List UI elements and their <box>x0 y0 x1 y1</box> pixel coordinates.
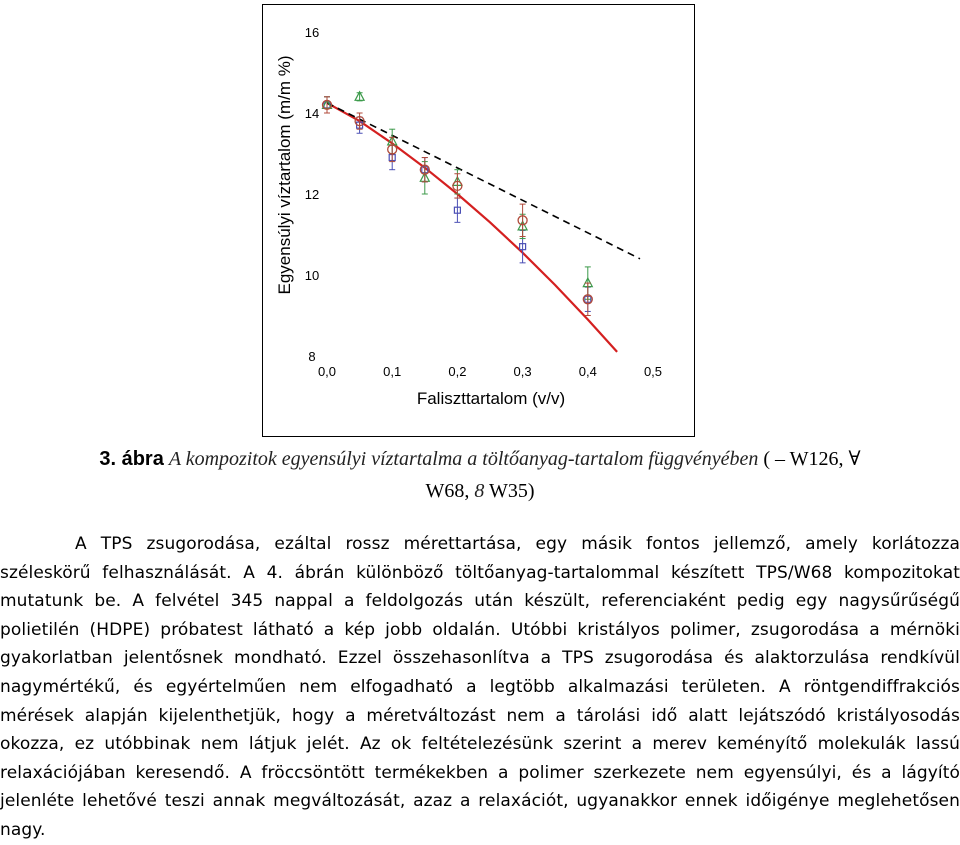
triangle-symbol: ∀ <box>848 448 861 470</box>
circle-symbol: 8 <box>474 480 485 502</box>
x-tick-label: 0,1 <box>383 364 402 379</box>
figure-frame <box>262 4 695 437</box>
figure-caption <box>0 443 960 507</box>
y-tick-label: 8 <box>308 349 316 364</box>
y-tick-label: 12 <box>304 187 320 202</box>
y-tick-label: 16 <box>304 25 320 40</box>
y-axis-label: Egyensúlyi víztartalom (m/m %) <box>275 55 294 295</box>
caption-legend-part3: W35) <box>488 480 535 502</box>
x-tick-label: 0,3 <box>513 364 532 379</box>
y-tick-label: 14 <box>304 106 320 121</box>
linear-line <box>327 103 640 259</box>
caption-legend-part1: ( – W126, <box>763 448 844 470</box>
y-tick-label: 10 <box>304 268 320 283</box>
caption-legend-part2: W68, <box>425 480 470 502</box>
chart <box>263 5 696 438</box>
body-text <box>0 530 960 845</box>
paragraph: A TPS zsugorodása, ezáltal rossz mérettartása, egy másik fontos jellemző, amely korlátozza széleskörű felhasználását. A 4. ábrán különböző töltőanyag-tartalommal készített TPS/W68 kompozitokat mutatunk be. A felvétel 345 nappal a feldolgozás után készült, referenciaként pedig egy nagysűrűségű polietilén (HDPE) próbatest látható a kép jobb oldalán. Utóbbi kristályos polimer, zsugorodása a mérnöki gyakorlatban jelentősnek mondható. Ezzel összehasonlítva a TPS zsugorodása és alaktorzulása rendkívül nagymértékű, és egyértelműen nem elfogadható a legtöbb alkalmazási területen. A röntgendiffrakciós mérések alapján kijelenthetjük, hogy a méretváltozást nem a tárolási idő alatt lejátszódó kristályosodás okozza, ez utóbbinak nem látjuk jelét. Az ok feltételezésünk szerint a merev keményítő molekulák lassú relaxációjában keresendő. A fröccsöntött termékekben a polimer szerkezete nem egyensúlyi, és a lágyító jelenléte lehetővé teszi annak megváltozását, azaz a relaxációt, ugyanakkor ennek időigénye meglehetősen nagy. <box>0 534 960 840</box>
caption-number: 3. ábra <box>99 448 164 470</box>
x-tick-label: 0,4 <box>578 364 597 379</box>
x-tick-label: 0,5 <box>643 364 663 379</box>
x-axis-label: Faliszttartalom (v/v) <box>416 389 566 408</box>
fit-line <box>327 103 617 352</box>
x-tick-label: 0,0 <box>317 364 337 379</box>
caption-text: A kompozitok egyensúlyi víztartalma a töltőanyag-tartalom függvényében <box>168 448 759 470</box>
x-tick-label: 0,2 <box>448 364 467 379</box>
